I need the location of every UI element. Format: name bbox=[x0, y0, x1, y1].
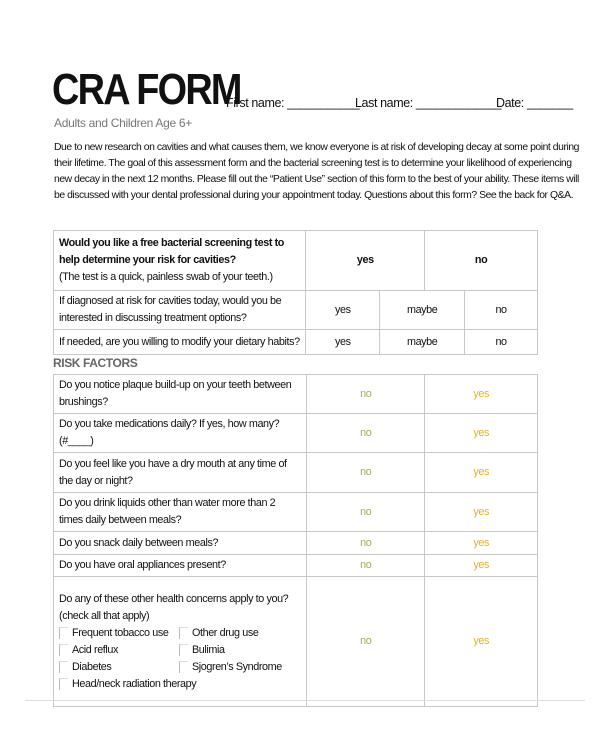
yes-option[interactable]: yes bbox=[425, 532, 538, 555]
risk-factors-table bbox=[53, 374, 538, 707]
risk-factor-row bbox=[54, 414, 538, 453]
checkbox-diabetes[interactable]: Diabetes bbox=[59, 659, 179, 676]
risk-factors-heading: RISK FACTORS bbox=[53, 356, 138, 370]
health-question: Do any of these other health concerns apply to you? (check all that apply) bbox=[59, 592, 289, 622]
screening-yes-option[interactable]: yes bbox=[356, 254, 374, 266]
screening-table bbox=[53, 230, 538, 355]
checkbox-tobacco[interactable]: Frequent tobacco use bbox=[59, 625, 179, 642]
yes-option[interactable]: yes bbox=[425, 453, 538, 493]
yes-option[interactable]: yes bbox=[425, 375, 538, 414]
checkbox-icon[interactable] bbox=[179, 661, 188, 673]
checkbox-icon[interactable] bbox=[59, 627, 68, 639]
no-option[interactable]: no bbox=[465, 291, 538, 330]
checkbox-acid-reflux[interactable]: Acid reflux bbox=[59, 642, 179, 659]
risk-question: Do you drink liquids other than water more than 2 times daily between meals? bbox=[54, 493, 307, 532]
no-option[interactable]: no bbox=[306, 414, 424, 453]
no-option[interactable]: no bbox=[306, 375, 424, 414]
preference-question: If needed, are you willing to modify your dietary habits? bbox=[54, 330, 306, 355]
yes-option[interactable]: yes bbox=[306, 330, 380, 355]
form-title: CRA FORM bbox=[52, 65, 241, 114]
last-name-field[interactable]: Last name: _____________ bbox=[355, 96, 502, 110]
checkbox-icon[interactable] bbox=[179, 644, 188, 656]
yes-option[interactable]: yes bbox=[425, 493, 538, 532]
date-field[interactable]: Date: _______ bbox=[496, 96, 573, 110]
preference-row bbox=[54, 330, 538, 355]
yes-option[interactable]: yes bbox=[306, 291, 380, 330]
checkbox-sjogrens[interactable]: Sjogren’s Syndrome bbox=[179, 659, 299, 676]
screening-question: Would you like a free bacterial screening test to help determine your risk for cavities? bbox=[59, 237, 285, 266]
first-name-field[interactable]: First name: ___________ bbox=[226, 96, 360, 110]
no-option[interactable]: no bbox=[306, 453, 424, 493]
screening-row bbox=[54, 231, 538, 291]
intro-paragraph: Due to new research on cavities and what causes them, we know everyone is at risk of developing decay at some point during their lifetime. The goal of this assessment form and the bacterial screening test is to determine your likelihood of experiencing new decay in the next 12 months. Please fill out the “Patient Use” section of this form to the best of your ability. These items will be discussed with your dental professional during your appointment today. Questions about this form? See the back for Q&A. bbox=[54, 142, 579, 201]
screening-question-cell bbox=[54, 231, 306, 291]
risk-factor-row bbox=[54, 375, 538, 414]
checkbox-icon[interactable] bbox=[179, 627, 188, 639]
risk-factor-row bbox=[54, 555, 538, 577]
checkbox-drug-use[interactable]: Other drug use bbox=[179, 625, 299, 642]
no-option[interactable]: no bbox=[306, 555, 424, 577]
no-option[interactable]: no bbox=[465, 330, 538, 355]
no-option[interactable]: no bbox=[306, 577, 424, 707]
checkbox-bulimia[interactable]: Bulimia bbox=[179, 642, 299, 659]
yes-option[interactable]: yes bbox=[425, 414, 538, 453]
risk-factor-row bbox=[54, 453, 538, 493]
subtitle: Adults and Children Age 6+ bbox=[54, 116, 192, 130]
divider bbox=[25, 700, 585, 701]
risk-factor-row bbox=[54, 532, 538, 555]
checkbox-radiation[interactable]: Head/neck radiation therapy bbox=[59, 676, 299, 693]
yes-option[interactable]: yes bbox=[425, 577, 538, 707]
risk-question: Do you notice plaque build-up on your teeth between brushings? bbox=[54, 375, 307, 414]
risk-question: Do you take medications daily? If yes, how many? (#____) bbox=[54, 414, 307, 453]
checkbox-icon[interactable] bbox=[59, 661, 68, 673]
maybe-option[interactable]: maybe bbox=[380, 330, 465, 355]
screening-note: (The test is a quick, painless swab of your teeth.) bbox=[59, 271, 273, 283]
risk-question: Do you snack daily between meals? bbox=[54, 532, 307, 555]
risk-question: Do you have oral appliances present? bbox=[54, 555, 307, 577]
screening-no-option[interactable]: no bbox=[474, 254, 488, 266]
no-option[interactable]: no bbox=[306, 493, 424, 532]
yes-option[interactable]: yes bbox=[425, 555, 538, 577]
maybe-option[interactable]: maybe bbox=[380, 291, 465, 330]
preference-question: If diagnosed at risk for cavities today, would you be interested in discussing treatment options? bbox=[54, 291, 306, 330]
no-option[interactable]: no bbox=[306, 532, 424, 555]
preference-row bbox=[54, 291, 538, 330]
checkbox-icon[interactable] bbox=[59, 644, 68, 656]
health-concerns-row bbox=[54, 577, 538, 707]
risk-question: Do you feel like you have a dry mouth at any time of the day or night? bbox=[54, 453, 307, 493]
checkbox-icon[interactable] bbox=[59, 678, 68, 690]
risk-factor-row bbox=[54, 493, 538, 532]
